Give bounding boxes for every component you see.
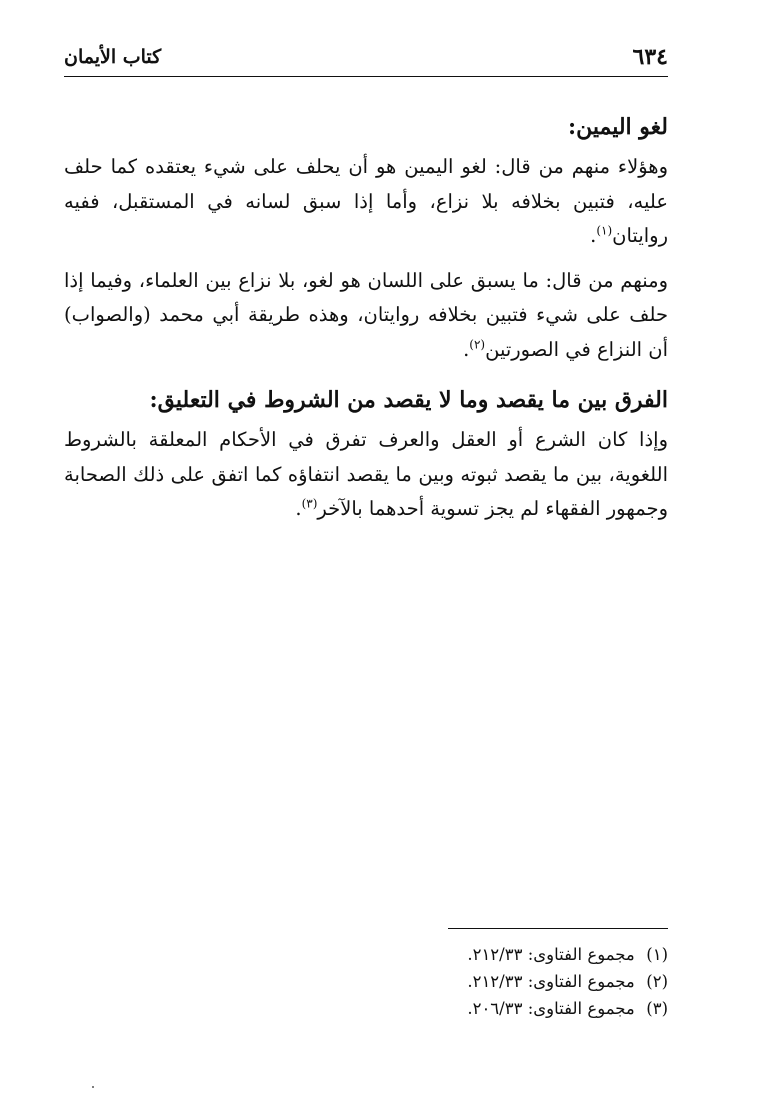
paragraph <box>64 264 668 368</box>
footnote-item <box>64 995 668 1022</box>
footnote-number: (١) <box>646 945 668 964</box>
footnote-ref: (٢) <box>469 337 486 351</box>
main-text <box>64 108 668 527</box>
paragraph-text: ومنهم من قال: ما يسبق على اللسان هو لغو، بلا نزاع بين العلماء، وفيما إذا حلف على شيء فتبين بخلافه روايتان، وهذه طريقة أبي محمد (والصواب) أن النزاع في الصورتين <box>64 268 668 361</box>
scan-speck <box>92 1086 94 1088</box>
footnote-text: مجموع الفتاوى: ٢١٢/٣٣. <box>467 945 635 964</box>
section-farq <box>64 381 668 527</box>
section-lagw-al-yamin <box>64 108 668 367</box>
footnote-item <box>64 968 668 995</box>
footnote-list <box>64 941 668 1022</box>
paragraph-end: . <box>463 337 470 361</box>
paragraph-text: وإذا كان الشرع أو العقل والعرف تفرق في الأحكام المعلقة بالشروط اللغوية، بين ما يقصد ثبوته وبين ما يقصد انتفاؤه كما اتفق على ذلك الصحابة وجمهور الفقهاء لم يجز تسوية أحدهما بالآخر <box>64 428 668 520</box>
footnote-number: (٣) <box>646 999 668 1018</box>
paragraph <box>64 150 668 254</box>
running-title: كتاب الأيمان <box>64 46 162 68</box>
footnote-ref: (١) <box>596 223 613 238</box>
page-header <box>64 44 668 77</box>
paragraph-end: . <box>295 497 302 520</box>
footnote-text: مجموع الفتاوى: ٢١٢/٣٣. <box>467 972 635 991</box>
paragraph <box>64 423 668 527</box>
footnote-text: مجموع الفتاوى: ٢٠٦/٣٣. <box>467 999 635 1018</box>
footnote-number: (٢) <box>646 972 668 991</box>
section-heading: لغو اليمين: <box>567 114 668 140</box>
footnotes <box>64 928 668 1022</box>
footnote-ref: (٣) <box>301 496 318 511</box>
section-heading: الفرق بين ما يقصد وما لا يقصد من الشروط في التعليق: <box>149 387 668 413</box>
page-number: ٦٣٤ <box>632 44 668 70</box>
footnote-item <box>64 941 668 968</box>
footnote-divider <box>448 928 668 929</box>
paragraph-text: وهؤلاء منهم من قال: لغو اليمين هو أن يحلف على شيء يعتقده كما حلف عليه، فتبين بخلافه بلا نزاع، وأما إذا سبق لسانه في المستقبل، ففيه روايتان <box>64 155 668 247</box>
paragraph-end: . <box>590 224 597 247</box>
